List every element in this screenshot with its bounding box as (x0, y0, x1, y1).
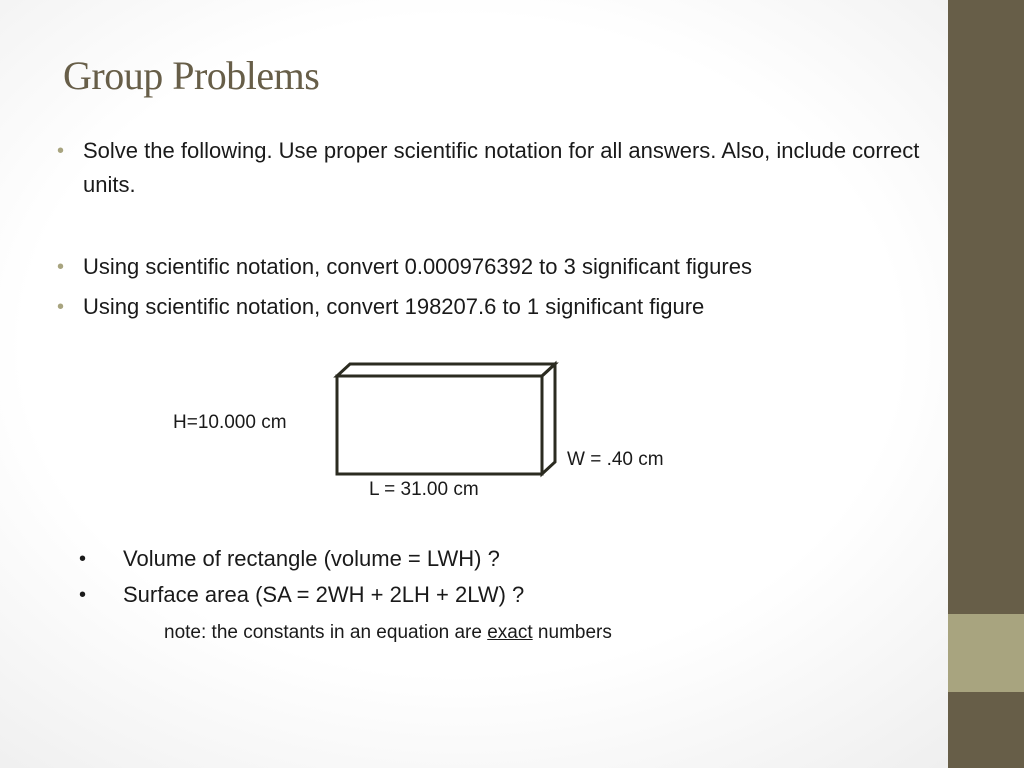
question-marker: • (79, 584, 87, 606)
bullet-marker: • (57, 140, 65, 162)
bullet-text: Solve the following. Use proper scientific notation for all answers. Also, include correct units. (83, 138, 920, 197)
bullet-marker: • (57, 256, 65, 278)
note-text (164, 622, 612, 644)
question-text: Volume of rectangle (volume = LWH) ? (123, 546, 500, 571)
bullet-item (57, 250, 933, 284)
question-text: Surface area (SA = 2WH + 2LH + 2LW) ? (123, 582, 525, 607)
height-label: H=10.000 cm (173, 412, 287, 433)
slide-title: Group Problems (63, 53, 320, 98)
note-suffix: numbers (532, 622, 612, 643)
box-side-face (542, 364, 555, 474)
sidebar-accent-block (948, 614, 1024, 692)
question-item (79, 542, 500, 576)
question-marker: • (79, 548, 87, 570)
length-label: L = 31.00 cm (369, 479, 479, 500)
note-emphasis: exact (487, 622, 533, 643)
box-top-face (337, 364, 555, 376)
width-label: W = .40 cm (567, 449, 664, 470)
bullet-item (57, 290, 933, 324)
box-front-face (337, 376, 542, 474)
bullet-item (57, 134, 933, 202)
bullet-text: Using scientific notation, convert 0.000976392 to 3 significant figures (83, 254, 752, 279)
bullet-text: Using scientific notation, convert 198207.6 to 1 significant figure (83, 294, 705, 319)
question-item (79, 578, 525, 612)
bullet-marker: • (57, 296, 65, 318)
note-prefix: note: the constants in an equation are (164, 622, 488, 643)
